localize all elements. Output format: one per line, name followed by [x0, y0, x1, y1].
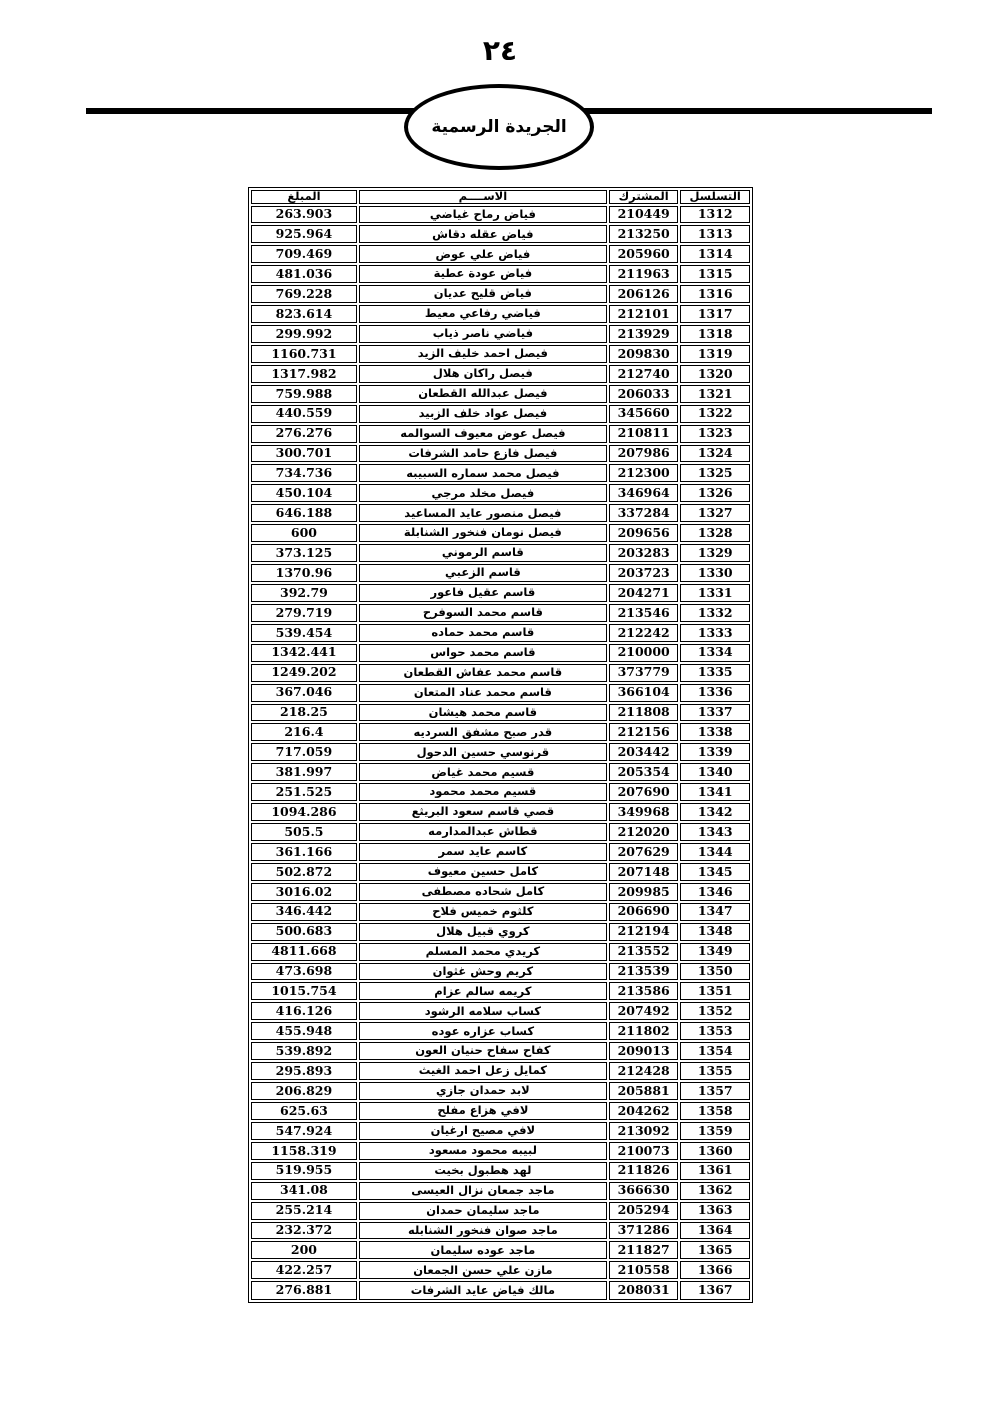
- name-cell: قطاش عبدالمدارمه: [359, 823, 607, 841]
- subscriber-cell: 207148: [609, 863, 679, 881]
- serial-cell: 1338: [680, 723, 750, 741]
- name-cell: فيصل احمد خليف الزيد: [359, 345, 607, 363]
- name-cell: ماجد عوده سليمان: [359, 1241, 607, 1259]
- subscriber-cell: 211827: [609, 1241, 679, 1259]
- subscriber-cell: 211963: [609, 265, 679, 283]
- amount-cell: 455.948: [251, 1022, 357, 1040]
- amount-cell: 216.4: [251, 723, 357, 741]
- subscriber-cell: 203442: [609, 743, 679, 761]
- name-cell: فيصل راكان هلال: [359, 365, 607, 383]
- subscriber-cell: 213539: [609, 963, 679, 981]
- name-cell: مالك فياض عايد الشرفات: [359, 1281, 607, 1300]
- subscriber-cell: 210449: [609, 206, 679, 224]
- amount-cell: 276.276: [251, 425, 357, 443]
- table-row: [251, 484, 750, 502]
- serial-cell: 1327: [680, 504, 750, 522]
- serial-cell: 1348: [680, 923, 750, 941]
- amount-cell: 1317.982: [251, 365, 357, 383]
- amount-cell: 299.992: [251, 325, 357, 343]
- name-cell: فياض قليح عديان: [359, 285, 607, 303]
- serial-cell: 1354: [680, 1042, 750, 1060]
- subscriber-cell: 366630: [609, 1182, 679, 1200]
- subscriber-cell: 213929: [609, 325, 679, 343]
- name-cell: كلثوم خميس فلاح: [359, 903, 607, 921]
- name-cell: لافي هزاع مفلح: [359, 1102, 607, 1120]
- subscriber-cell: 211826: [609, 1162, 679, 1180]
- table-row: [251, 823, 750, 841]
- name-cell: لابد حمدان جازي: [359, 1082, 607, 1100]
- name-cell: كساب سلامه الرشود: [359, 1002, 607, 1020]
- serial-cell: 1355: [680, 1062, 750, 1080]
- name-cell: فيصل عوض معيوف السوالمه: [359, 425, 607, 443]
- table-row: [251, 445, 750, 463]
- amount-cell: 373.125: [251, 544, 357, 562]
- table-body: [251, 206, 750, 1301]
- amount-cell: 481.036: [251, 265, 357, 283]
- table-row: [251, 1102, 750, 1120]
- amount-cell: 1249.202: [251, 664, 357, 682]
- table-row: [251, 644, 750, 662]
- table-row: [251, 1202, 750, 1220]
- serial-cell: 1361: [680, 1162, 750, 1180]
- table-row: [251, 1002, 750, 1020]
- header-serial: التسلسل: [680, 190, 750, 204]
- subscriber-cell: 212194: [609, 923, 679, 941]
- amount-cell: 646.188: [251, 504, 357, 522]
- serial-cell: 1342: [680, 803, 750, 821]
- subscriber-cell: 203723: [609, 564, 679, 582]
- subscriber-cell: 209830: [609, 345, 679, 363]
- serial-cell: 1344: [680, 843, 750, 861]
- serial-cell: 1366: [680, 1261, 750, 1279]
- amount-cell: 1370.96: [251, 564, 357, 582]
- serial-cell: 1331: [680, 584, 750, 602]
- name-cell: فياض رماح غياضي: [359, 206, 607, 224]
- subscriber-cell: 205881: [609, 1082, 679, 1100]
- table-row: [251, 843, 750, 861]
- amount-cell: 381.997: [251, 763, 357, 781]
- serial-cell: 1347: [680, 903, 750, 921]
- table-row: [251, 1042, 750, 1060]
- amount-cell: 539.892: [251, 1042, 357, 1060]
- serial-cell: 1321: [680, 385, 750, 403]
- table-row: [251, 624, 750, 642]
- subscriber-cell: 207986: [609, 445, 679, 463]
- table-row: [251, 743, 750, 761]
- table-row: [251, 325, 750, 343]
- table-row: [251, 1142, 750, 1160]
- serial-cell: 1322: [680, 405, 750, 423]
- subscriber-cell: 206033: [609, 385, 679, 403]
- name-cell: كامل شحاده مصطفى: [359, 883, 607, 901]
- name-cell: فيصل مخلد مرجي: [359, 484, 607, 502]
- serial-cell: 1332: [680, 604, 750, 622]
- table-row: [251, 803, 750, 821]
- name-cell: كفاح سفاح حنيان العون: [359, 1042, 607, 1060]
- amount-cell: 539.454: [251, 624, 357, 642]
- name-cell: كاسم عايد سمر: [359, 843, 607, 861]
- name-cell: قرنوسي حسين الدحول: [359, 743, 607, 761]
- table-row: [251, 405, 750, 423]
- subscriber-cell: 212740: [609, 365, 679, 383]
- header-name: الاســــم: [359, 190, 607, 204]
- subscriber-cell: 204262: [609, 1102, 679, 1120]
- amount-cell: 392.79: [251, 584, 357, 602]
- subscriber-cell: 209985: [609, 883, 679, 901]
- table-row: [251, 943, 750, 961]
- table-row: [251, 1182, 750, 1200]
- serial-cell: 1362: [680, 1182, 750, 1200]
- serial-cell: 1350: [680, 963, 750, 981]
- amount-cell: 218.25: [251, 704, 357, 722]
- amount-cell: 1160.731: [251, 345, 357, 363]
- name-cell: فياضي ناصر ذياب: [359, 325, 607, 343]
- subscriber-cell: 213546: [609, 604, 679, 622]
- name-cell: قاسم عقيل فاعور: [359, 584, 607, 602]
- amount-cell: 295.893: [251, 1062, 357, 1080]
- name-cell: فيصل فازع حامد الشرفات: [359, 445, 607, 463]
- subscriber-cell: 205960: [609, 245, 679, 263]
- table-row: [251, 664, 750, 682]
- table-row: [251, 544, 750, 562]
- serial-cell: 1340: [680, 763, 750, 781]
- name-cell: فياض علي عوض: [359, 245, 607, 263]
- name-cell: كريمه سالم عزام: [359, 982, 607, 1000]
- amount-cell: 279.719: [251, 604, 357, 622]
- subscriber-cell: 213092: [609, 1122, 679, 1140]
- subscriber-cell: 213552: [609, 943, 679, 961]
- name-cell: فيصل عبدالله القطعان: [359, 385, 607, 403]
- amount-cell: 276.881: [251, 1281, 357, 1300]
- amount-cell: 1158.319: [251, 1142, 357, 1160]
- name-cell: قاسم محمد حماده: [359, 624, 607, 642]
- amount-cell: 263.903: [251, 206, 357, 224]
- serial-cell: 1343: [680, 823, 750, 841]
- name-cell: لبيبه محمود مسعود: [359, 1142, 607, 1160]
- name-cell: فياض عقله دقاش: [359, 225, 607, 243]
- table-row: [251, 365, 750, 383]
- serial-cell: 1336: [680, 684, 750, 702]
- serial-cell: 1352: [680, 1002, 750, 1020]
- serial-cell: 1312: [680, 206, 750, 224]
- subscriber-cell: 210000: [609, 644, 679, 662]
- gazette-title: الجريدة الرسمية: [431, 117, 567, 137]
- subscriber-cell: 209656: [609, 524, 679, 542]
- table-row: [251, 285, 750, 303]
- amount-cell: 734.736: [251, 464, 357, 482]
- subscriber-cell: 345660: [609, 405, 679, 423]
- serial-cell: 1367: [680, 1281, 750, 1300]
- amount-cell: 505.5: [251, 823, 357, 841]
- serial-cell: 1334: [680, 644, 750, 662]
- table-row: [251, 723, 750, 741]
- header-row: [251, 190, 750, 204]
- subscriber-cell: 212101: [609, 305, 679, 323]
- amount-cell: 4811.668: [251, 943, 357, 961]
- table-row: [251, 245, 750, 263]
- name-cell: كروي قبيل هلال: [359, 923, 607, 941]
- serial-cell: 1323: [680, 425, 750, 443]
- amount-cell: 300.701: [251, 445, 357, 463]
- table-row: [251, 982, 750, 1000]
- name-cell: قاسم محمد هيشان: [359, 704, 607, 722]
- name-cell: كريم وحش غثوان: [359, 963, 607, 981]
- name-cell: قاسم الرموني: [359, 544, 607, 562]
- name-cell: مازن علي حسن الجمعان: [359, 1261, 607, 1279]
- amount-cell: 200: [251, 1241, 357, 1259]
- table-row: [251, 265, 750, 283]
- serial-cell: 1357: [680, 1082, 750, 1100]
- subscriber-cell: 210811: [609, 425, 679, 443]
- amount-cell: 519.955: [251, 1162, 357, 1180]
- amount-cell: 717.059: [251, 743, 357, 761]
- serial-cell: 1335: [680, 664, 750, 682]
- header-amount: المبلغ: [251, 190, 357, 204]
- table-row: [251, 783, 750, 801]
- serial-cell: 1364: [680, 1222, 750, 1240]
- subscriber-cell: 349968: [609, 803, 679, 821]
- name-cell: ماجد صوان فنخور الشنابله: [359, 1222, 607, 1240]
- table-row: [251, 1062, 750, 1080]
- subscriber-cell: 212156: [609, 723, 679, 741]
- name-cell: كمايل زعل احمد الغيث: [359, 1062, 607, 1080]
- subscriber-cell: 210073: [609, 1142, 679, 1160]
- header-subscriber: المشترك: [609, 190, 679, 204]
- table-row: [251, 385, 750, 403]
- table-row: [251, 863, 750, 881]
- subscriber-cell: 207690: [609, 783, 679, 801]
- table-row: [251, 305, 750, 323]
- table-row: [251, 1162, 750, 1180]
- table-row: [251, 684, 750, 702]
- serial-cell: 1328: [680, 524, 750, 542]
- amount-cell: 367.046: [251, 684, 357, 702]
- serial-cell: 1337: [680, 704, 750, 722]
- table-row: [251, 225, 750, 243]
- amount-cell: 346.442: [251, 903, 357, 921]
- records-table-container: [248, 187, 753, 1303]
- table-row: [251, 704, 750, 722]
- table-row: [251, 923, 750, 941]
- serial-cell: 1358: [680, 1102, 750, 1120]
- subscriber-cell: 337284: [609, 504, 679, 522]
- table-row: [251, 206, 750, 224]
- table-row: [251, 524, 750, 542]
- name-cell: فيصل محمد سماره السبيبه: [359, 464, 607, 482]
- name-cell: ماجد جمعان نزال العيسى: [359, 1182, 607, 1200]
- name-cell: كريدي محمد المسلم: [359, 943, 607, 961]
- subscriber-cell: 210558: [609, 1261, 679, 1279]
- subscriber-cell: 208031: [609, 1281, 679, 1300]
- name-cell: كساب عزاره عوده: [359, 1022, 607, 1040]
- subscriber-cell: 204271: [609, 584, 679, 602]
- serial-cell: 1313: [680, 225, 750, 243]
- amount-cell: 3016.02: [251, 883, 357, 901]
- subscriber-cell: 207492: [609, 1002, 679, 1020]
- serial-cell: 1346: [680, 883, 750, 901]
- table-row: [251, 883, 750, 901]
- amount-cell: 422.257: [251, 1261, 357, 1279]
- name-cell: قسيم محمد غياض: [359, 763, 607, 781]
- amount-cell: 206.829: [251, 1082, 357, 1100]
- table-row: [251, 1261, 750, 1279]
- name-cell: فيصل منصور عايد المساعيد: [359, 504, 607, 522]
- name-cell: قاسم الزعبي: [359, 564, 607, 582]
- amount-cell: 416.126: [251, 1002, 357, 1020]
- name-cell: قاسم محمد عناد المتعان: [359, 684, 607, 702]
- serial-cell: 1314: [680, 245, 750, 263]
- serial-cell: 1365: [680, 1241, 750, 1259]
- subscriber-cell: 366104: [609, 684, 679, 702]
- amount-cell: 625.63: [251, 1102, 357, 1120]
- subscriber-cell: 205294: [609, 1202, 679, 1220]
- serial-cell: 1315: [680, 265, 750, 283]
- amount-cell: 823.614: [251, 305, 357, 323]
- name-cell: فياضي رفاعي معيط: [359, 305, 607, 323]
- table-row: [251, 584, 750, 602]
- amount-cell: 341.08: [251, 1182, 357, 1200]
- table-row: [251, 425, 750, 443]
- serial-cell: 1330: [680, 564, 750, 582]
- table-row: [251, 464, 750, 482]
- subscriber-cell: 211808: [609, 704, 679, 722]
- serial-cell: 1360: [680, 1142, 750, 1160]
- subscriber-cell: 212242: [609, 624, 679, 642]
- amount-cell: 473.698: [251, 963, 357, 981]
- gazette-title-oval: [404, 84, 594, 170]
- subscriber-cell: 211802: [609, 1022, 679, 1040]
- name-cell: قاسم محمد السوفرح: [359, 604, 607, 622]
- serial-cell: 1325: [680, 464, 750, 482]
- name-cell: قاسم محمد عفاش القطعان: [359, 664, 607, 682]
- amount-cell: 709.469: [251, 245, 357, 263]
- subscriber-cell: 206126: [609, 285, 679, 303]
- amount-cell: 600: [251, 524, 357, 542]
- table-row: [251, 1022, 750, 1040]
- subscriber-cell: 209013: [609, 1042, 679, 1060]
- amount-cell: 500.683: [251, 923, 357, 941]
- table-row: [251, 1241, 750, 1259]
- name-cell: ماجد سليمان حمدان: [359, 1202, 607, 1220]
- amount-cell: 769.228: [251, 285, 357, 303]
- amount-cell: 1094.286: [251, 803, 357, 821]
- serial-cell: 1317: [680, 305, 750, 323]
- amount-cell: 255.214: [251, 1202, 357, 1220]
- table-row: [251, 604, 750, 622]
- serial-cell: 1319: [680, 345, 750, 363]
- serial-cell: 1341: [680, 783, 750, 801]
- amount-cell: 1015.754: [251, 982, 357, 1000]
- amount-cell: 440.559: [251, 405, 357, 423]
- amount-cell: 361.166: [251, 843, 357, 861]
- subscriber-cell: 373779: [609, 664, 679, 682]
- amount-cell: 232.372: [251, 1222, 357, 1240]
- subscriber-cell: 346964: [609, 484, 679, 502]
- subscriber-cell: 213586: [609, 982, 679, 1000]
- subscriber-cell: 212428: [609, 1062, 679, 1080]
- serial-cell: 1353: [680, 1022, 750, 1040]
- serial-cell: 1329: [680, 544, 750, 562]
- serial-cell: 1349: [680, 943, 750, 961]
- serial-cell: 1339: [680, 743, 750, 761]
- name-cell: كامل حسين معيوف: [359, 863, 607, 881]
- amount-cell: 251.525: [251, 783, 357, 801]
- subscriber-cell: 213250: [609, 225, 679, 243]
- amount-cell: 759.988: [251, 385, 357, 403]
- subscriber-cell: 206690: [609, 903, 679, 921]
- serial-cell: 1363: [680, 1202, 750, 1220]
- table-row: [251, 963, 750, 981]
- table-row: [251, 1122, 750, 1140]
- page-number: ٢٤: [482, 34, 518, 67]
- name-cell: قسيم محمد محمود: [359, 783, 607, 801]
- amount-cell: 450.104: [251, 484, 357, 502]
- amount-cell: 925.964: [251, 225, 357, 243]
- table-row: [251, 903, 750, 921]
- amount-cell: 547.924: [251, 1122, 357, 1140]
- amount-cell: 1342.441: [251, 644, 357, 662]
- subscriber-cell: 207629: [609, 843, 679, 861]
- name-cell: فياض عودة عطية: [359, 265, 607, 283]
- table-row: [251, 1082, 750, 1100]
- serial-cell: 1326: [680, 484, 750, 502]
- name-cell: فيصل عواد خلف الزبيد: [359, 405, 607, 423]
- serial-cell: 1318: [680, 325, 750, 343]
- table-row: [251, 345, 750, 363]
- serial-cell: 1316: [680, 285, 750, 303]
- serial-cell: 1333: [680, 624, 750, 642]
- subscriber-cell: 212300: [609, 464, 679, 482]
- records-table: [248, 187, 753, 1303]
- subscriber-cell: 205354: [609, 763, 679, 781]
- table-row: [251, 1281, 750, 1300]
- serial-cell: 1345: [680, 863, 750, 881]
- subscriber-cell: 371286: [609, 1222, 679, 1240]
- serial-cell: 1359: [680, 1122, 750, 1140]
- table-row: [251, 564, 750, 582]
- name-cell: لهد هطبول بخيت: [359, 1162, 607, 1180]
- name-cell: قاسم محمد حواس: [359, 644, 607, 662]
- serial-cell: 1320: [680, 365, 750, 383]
- table-row: [251, 763, 750, 781]
- serial-cell: 1351: [680, 982, 750, 1000]
- subscriber-cell: 203283: [609, 544, 679, 562]
- name-cell: قدر صبح مشفق السرديه: [359, 723, 607, 741]
- amount-cell: 502.872: [251, 863, 357, 881]
- name-cell: قصي قاسم سعود البريثع: [359, 803, 607, 821]
- name-cell: لافي مصيح ارغيان: [359, 1122, 607, 1140]
- table-row: [251, 1222, 750, 1240]
- subscriber-cell: 212020: [609, 823, 679, 841]
- name-cell: فيصل نومان فنخور الشنابلة: [359, 524, 607, 542]
- serial-cell: 1324: [680, 445, 750, 463]
- table-row: [251, 504, 750, 522]
